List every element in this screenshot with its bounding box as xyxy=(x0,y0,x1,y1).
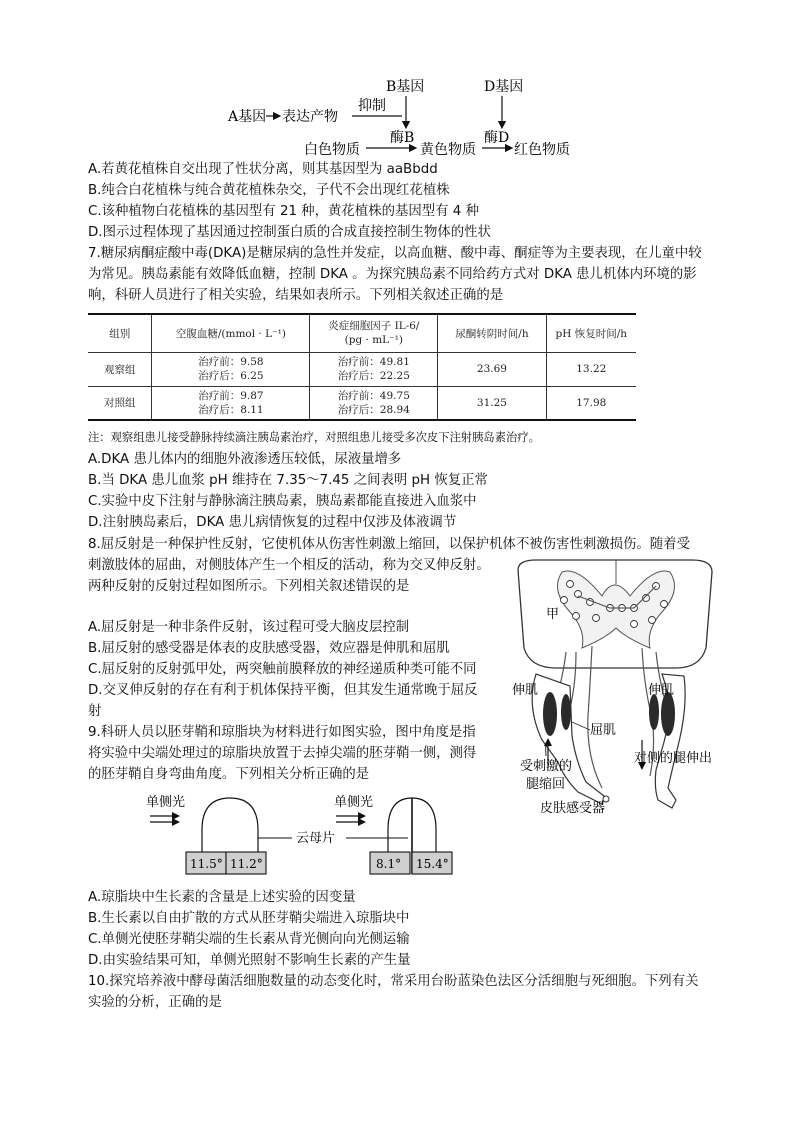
q7-table-note: 注：观察组患儿接受静脉持续滴注胰岛素治疗，对照组患儿接受多次皮下注射胰岛素治疗。 xyxy=(88,431,540,444)
table-header: pH 恢复时间/h xyxy=(546,314,636,352)
q8-option-b: B.屈反射的感受器是体表的皮肤感受器，效应器是伸肌和屈肌 xyxy=(88,641,450,656)
extensor-right-label: 伸肌 xyxy=(648,683,675,698)
angle-value-3: 8.1° xyxy=(376,857,402,871)
red-substance-label: 红色物质 xyxy=(514,142,570,158)
enzyme-b-label: 酶B xyxy=(390,130,415,146)
angle-value-4: 15.4° xyxy=(416,857,449,871)
extensor-left-label: 伸肌 xyxy=(512,683,539,698)
angle-value-1: 11.5° xyxy=(190,857,223,871)
inhibit-label: 抑制 xyxy=(358,98,386,114)
table-row: 观察组 治疗前：9.58 治疗后：6.25 治疗前：49.81 治疗后：22.25 23.69 13.22 xyxy=(88,352,636,386)
table-row: 对照组 治疗前：9.87 治疗后：8.11 治疗前：49.75 治疗后：28.94 31.25 17.98 xyxy=(88,386,636,420)
q8-option-d-line1: D.交叉伸反射的存在有利于机体保持平衡，但其发生通常晚于屈反 xyxy=(88,683,478,698)
coleoptile-experiment-diagram xyxy=(146,790,466,878)
gene-pathway-diagram xyxy=(220,74,600,160)
gene-b-label: B基因 xyxy=(386,79,425,95)
q6-option-d: D.图示过程体现了基因通过控制蛋白质的合成直接控制生物体的性状 xyxy=(88,225,491,240)
enzyme-d-label: 酶D xyxy=(484,130,510,146)
q9-option-a: A.琼脂块中生长素的含量是上述实验的因变量 xyxy=(88,890,356,905)
q10-stem-line1: 10.探究培养液中酵母菌活细胞数量的动态变化时，常采用台盼蓝染色法区分活细胞与死细胞。下列有关 xyxy=(88,974,699,989)
q8-stem-line3: 两种反射的反射过程如图所示。下列相关叙述错误的是 xyxy=(88,579,410,594)
skin-receptor-label: 皮肤感受器 xyxy=(540,801,606,816)
q8-option-a: A.屈反射是一种非条件反射，该过程可受大脑皮层控制 xyxy=(88,620,410,635)
reflex-arc-diagram xyxy=(506,556,722,818)
mica-label: 云母片 xyxy=(296,831,336,846)
q8-option-d-line2: 射 xyxy=(88,704,102,719)
q6-option-a: A.若黄花植株自交出现了性状分离，则其基因型为 aaBbdd xyxy=(88,162,438,177)
gene-d-label: D基因 xyxy=(484,79,524,95)
gene-a-label: A基因 xyxy=(228,109,267,125)
q7-stem-line3: 响，科研人员进行了相关实验，结果如表所示。下列相关叙述正确的是 xyxy=(88,288,504,303)
q9-option-c: C.单侧光使胚芽鞘尖端的生长素从背光侧向向光侧运输 xyxy=(88,932,410,947)
q9-stem-line2: 将实验中尖端处理过的琼脂块放置于去掉尖端的胚芽鞘一侧，测得 xyxy=(88,746,477,761)
table-header: 空腹血糖/(mmol · L⁻¹) xyxy=(152,314,310,352)
q7-option-c: C.实验中皮下注射与静脉滴注胰岛素，胰岛素都能直接进入血浆中 xyxy=(88,494,477,509)
table-header: 炎症细胞因子 IL-6/ (pg · mL⁻¹) xyxy=(310,314,438,352)
q8-option-c: C.屈反射的反射弧甲处，两突触前膜释放的神经递质种类可能不同 xyxy=(88,662,477,677)
angle-value-2: 11.2° xyxy=(230,857,263,871)
q8-stem-line1: 8.屈反射是一种保护性反射，它使机体从伤害性刺激上缩回，以保护机体不被伤害性刺激损伤。随着受 xyxy=(88,537,690,552)
table-header: 组别 xyxy=(88,314,152,352)
q9-option-d: D.由实验结果可知，单侧光照射不影响生长素的产生量 xyxy=(88,953,411,968)
q6-option-c: C.该种植物白花植株的基因型有 21 种，黄花植株的基因型有 4 种 xyxy=(88,204,479,219)
stimulated-leg-label-line1: 受刺激的 xyxy=(520,759,573,774)
q10-stem-line2: 实验的分析，正确的是 xyxy=(88,995,222,1010)
unilateral-light-label-1: 单侧光 xyxy=(146,795,186,810)
q7-option-a: A.DKA 患儿体内的细胞外液渗透压较低，尿液量增多 xyxy=(88,452,402,467)
unilateral-light-label-2: 单侧光 xyxy=(334,795,374,810)
q9-stem-line1: 9.科研人员以胚芽鞘和琼脂块为材料进行如图实验，图中角度是指 xyxy=(88,725,476,740)
q6-option-b: B.纯合白花植株与纯合黄花植株杂交，子代不会出现红花植株 xyxy=(88,183,450,198)
jia-label: 甲 xyxy=(546,607,560,622)
dka-results-table xyxy=(88,313,636,421)
yellow-substance-label: 黄色物质 xyxy=(420,142,476,158)
q7-option-d: D.注射胰岛素后，DKA 患儿病情恢复的过程中仅涉及体液调节 xyxy=(88,515,457,530)
expression-product-label: 表达产物 xyxy=(282,109,338,125)
q9-stem-line3: 的胚芽鞘自身弯曲角度。下列相关分析正确的是 xyxy=(88,767,370,782)
white-substance-label: 白色物质 xyxy=(304,142,360,158)
flexor-label: 屈肌 xyxy=(590,723,617,738)
q7-stem-line1: 7.糖尿病酮症酸中毒(DKA)是糖尿病的急性并发症，以高血糖、酸中毒、酮症等为主要表现，在儿童中较 xyxy=(88,246,702,261)
q9-option-b: B.生长素以自由扩散的方式从胚芽鞘尖端进入琼脂块中 xyxy=(88,911,410,926)
stimulated-leg-label-line2: 腿缩回 xyxy=(526,777,566,792)
q8-stem-line2: 刺激肢体的屈曲，对侧肢体产生一个相反的活动，称为交叉伸反射。 xyxy=(88,558,490,573)
q7-option-b: B.当 DKA 患儿血浆 pH 维持在 7.35～7.45 之间表明 pH 恢复正常 xyxy=(88,473,488,488)
table-header: 尿酮转阴时间/h xyxy=(438,314,546,352)
q7-stem-line2: 为常见。胰岛素能有效降低血糖，控制 DKA 。为探究胰岛素不同给药方式对 DKA 患儿机体内环境的影 xyxy=(88,267,697,282)
opposite-leg-label: 对侧的腿伸出 xyxy=(634,751,713,766)
